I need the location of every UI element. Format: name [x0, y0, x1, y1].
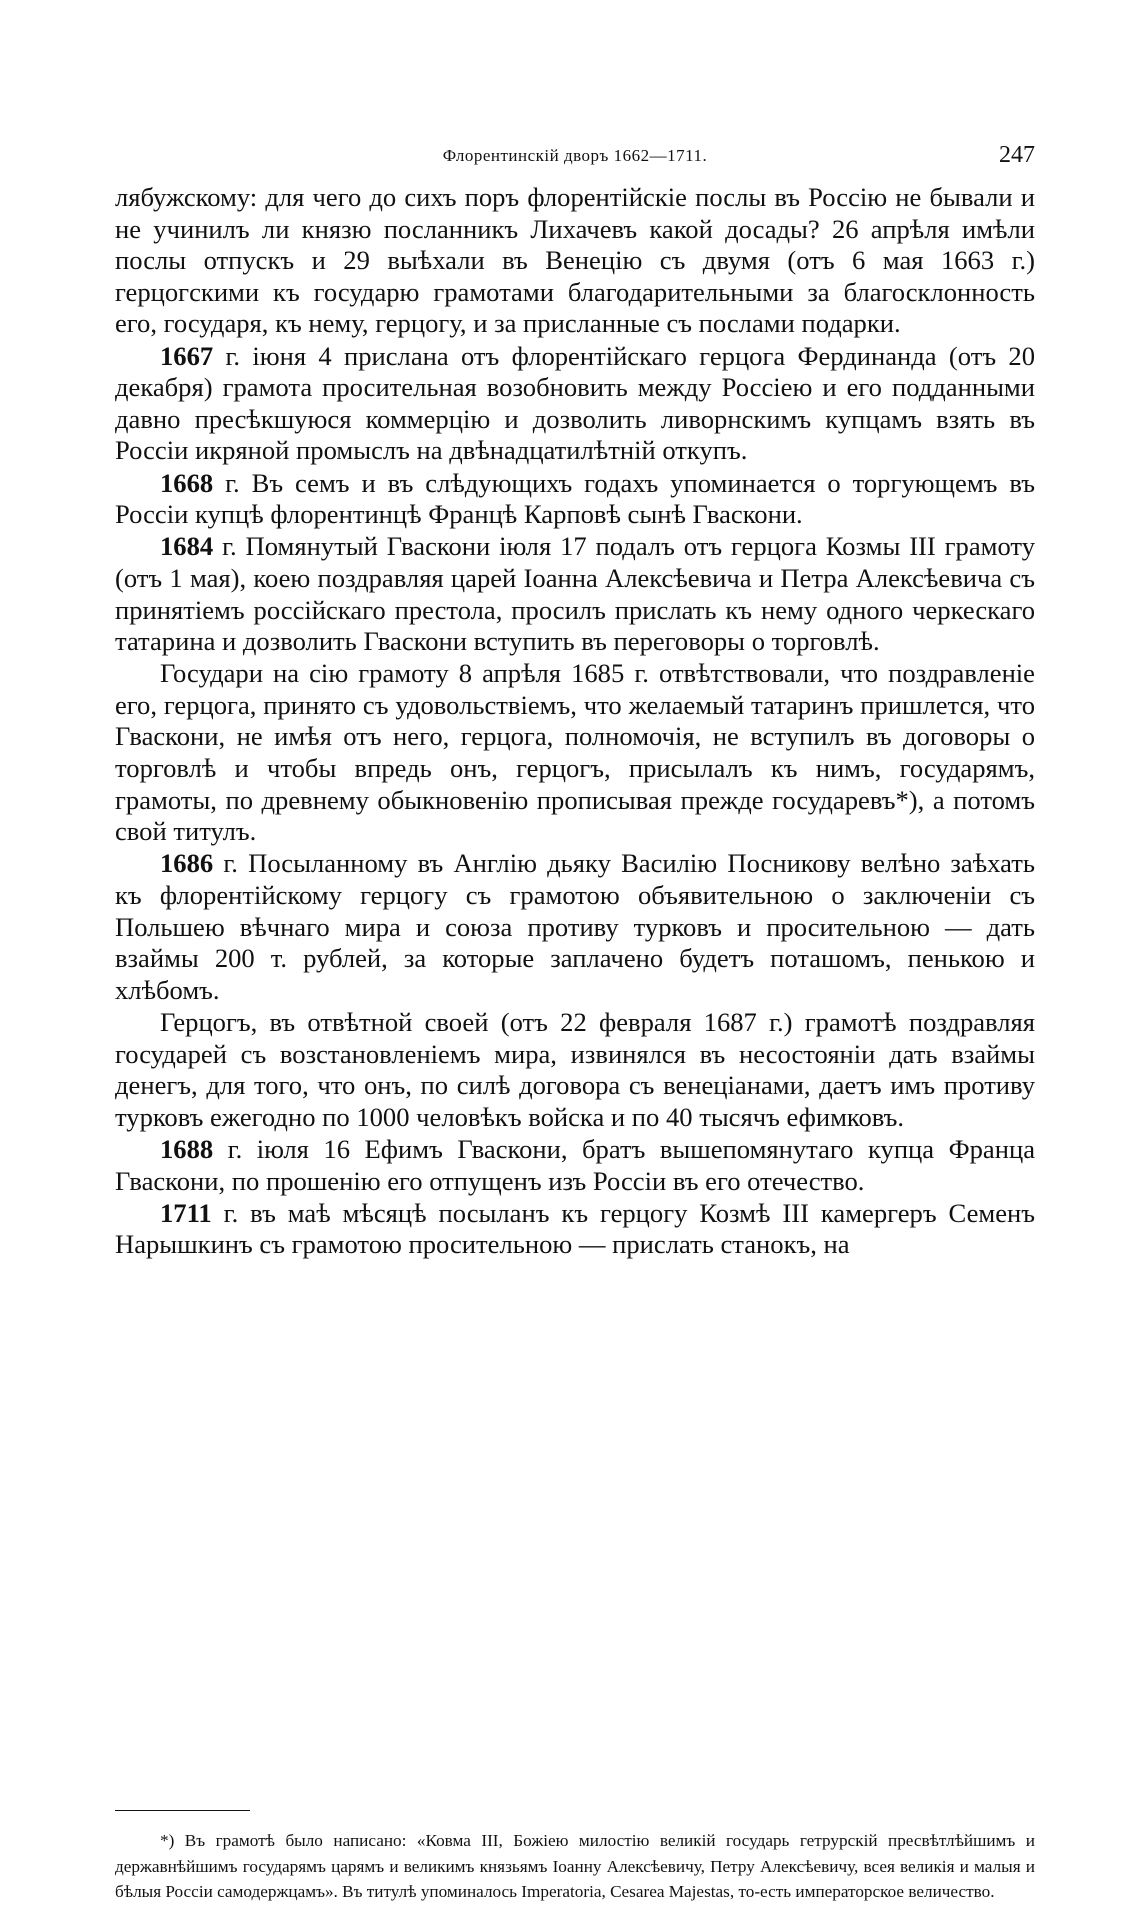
running-title: Флорентинскій дворъ 1662—1711. [442, 146, 708, 165]
year-label: 1668 [160, 467, 214, 498]
paragraph-continuation [115, 182, 1035, 340]
paragraph-1667 [115, 341, 1035, 467]
footnote [115, 1828, 1035, 1905]
paragraph-text: Государи на сію грамоту 8 апрѣля 1685 г. отвѣтствовали, что поздравленіе его, герцога, принято съ удовольствіемъ, что желаемый татаринъ пришлется, что Гваскони, не имѣя отъ него, герцога, полномочія, не вступилъ въ договоры о торговлѣ и чтобы впредь онъ, герцогъ, присылалъ къ нимъ, государямъ, грамоты, по древнему обыкновенію прописывая прежде государевъ*), а потомъ свой титулъ. [115, 658, 1035, 847]
year-label: 1667 [160, 340, 214, 371]
year-label: 1711 [160, 1197, 212, 1228]
paragraph-text: г. іюня 4 прислана отъ флорентійскаго герцога Фердинанда (отъ 20 декабря) грамота просительная возобновить между Россіею и его подданными давно пресѣкшуюся коммерцію и дозволить ливорнскимъ купцамъ взять въ Россіи икряной промыслъ на двѣнадцатилѣтній откупъ. [115, 340, 1035, 466]
year-label: 1686 [160, 848, 214, 879]
paragraph-reply-1685 [115, 658, 1035, 848]
paragraph-text: г. іюля 16 Ефимъ Гваскони, братъ вышепомянутаго купца Франца Гваскони, по прошенію его отпущенъ изъ Россіи въ его отечество. [115, 1133, 1035, 1196]
paragraph-reply-1687 [115, 1007, 1035, 1133]
paragraph-1668 [115, 468, 1035, 531]
paragraph-text: г. Помянутый Гваскони іюля 17 подалъ отъ герцога Козмы III грамоту (отъ 1 мая), коею поздравляя царей Іоанна Алексѣевича и Петра Алексѣевича съ принятіемъ россійскаго престола, просилъ прислать къ нему одного черкескаго татарина и дозволить Гваскони вступить въ переговоры о торговлѣ. [115, 531, 1035, 657]
paragraph-1684 [115, 531, 1035, 657]
running-head [115, 142, 1035, 172]
page-number: 247 [999, 142, 1035, 168]
paragraph-text: Герцогъ, въ отвѣтной своей (отъ 22 февраля 1687 г.) грамотѣ поздравляя государей съ возстановленіемъ мира, извинялся въ несостояніи дать взаймы денегъ, для того, что онъ, по силѣ договора съ венеціанами, даетъ имъ противу турковъ ежегодно по 1000 человѣкъ войска и по 40 тысячъ ефимковъ. [115, 1007, 1035, 1132]
paragraph-text: г. въ маѣ мѣсяцѣ посыланъ къ герцогу Козмѣ III камергеръ Семенъ Нарышкинъ съ грамотою просительною — прислать станокъ, на [115, 1197, 1035, 1260]
paragraph-text: лябужскому: для чего до сихъ поръ флорентійскіе послы въ Россію не бывали и не учинилъ ли князю посланникъ Лихачевъ какой досады? 26 апрѣля имѣли послы отпускъ и 29 выѣхали въ Венецію съ двумя (отъ 6 мая 1663 г.) герцогскими къ государю грамотами благодарительными за благосклонность его, государя, къ нему, герцогу, и за присланные съ послами подарки. [115, 182, 1035, 339]
paragraph-1711 [115, 1198, 1035, 1261]
paragraph-1688 [115, 1134, 1035, 1197]
paragraph-text: г. Посыланному въ Англію дьяку Василію Посникову велѣно заѣхать къ флорентійскому герцогу съ грамотою объявительною о заключеніи съ Польшею вѣчнаго мира и союза противу турковъ и просительною — дать взаймы 200 т. рублей, за которые заплачено будетъ поташомъ, пенькою и хлѣбомъ. [115, 848, 1035, 1005]
year-label: 1688 [160, 1133, 214, 1164]
body-text [115, 182, 1035, 1262]
footnote-divider [115, 1810, 250, 1811]
year-label: 1684 [160, 531, 214, 562]
footnote-text: *) Въ грамотѣ было написано: «Ковма III, Божіею милостію великій государь гетрурскій пресвѣтлѣйшимъ и державнѣйшимъ государямъ царямъ и великимъ князьямъ Іоанну Алексѣевичу, Петру Алексѣевичу, всея великія и малыя и бѣлыя Россіи самодержцамъ». Въ титулѣ упоминалось Imperatoria, Cesarea Majestas, то-есть императорское величество. [115, 1831, 1035, 1901]
paragraph-text: г. Въ семъ и въ слѣдующихъ годахъ упоминается о торгующемъ въ Россіи купцѣ флорентинцѣ Францѣ Карповѣ сынѣ Гваскони. [115, 467, 1035, 530]
paragraph-1686 [115, 848, 1035, 1006]
